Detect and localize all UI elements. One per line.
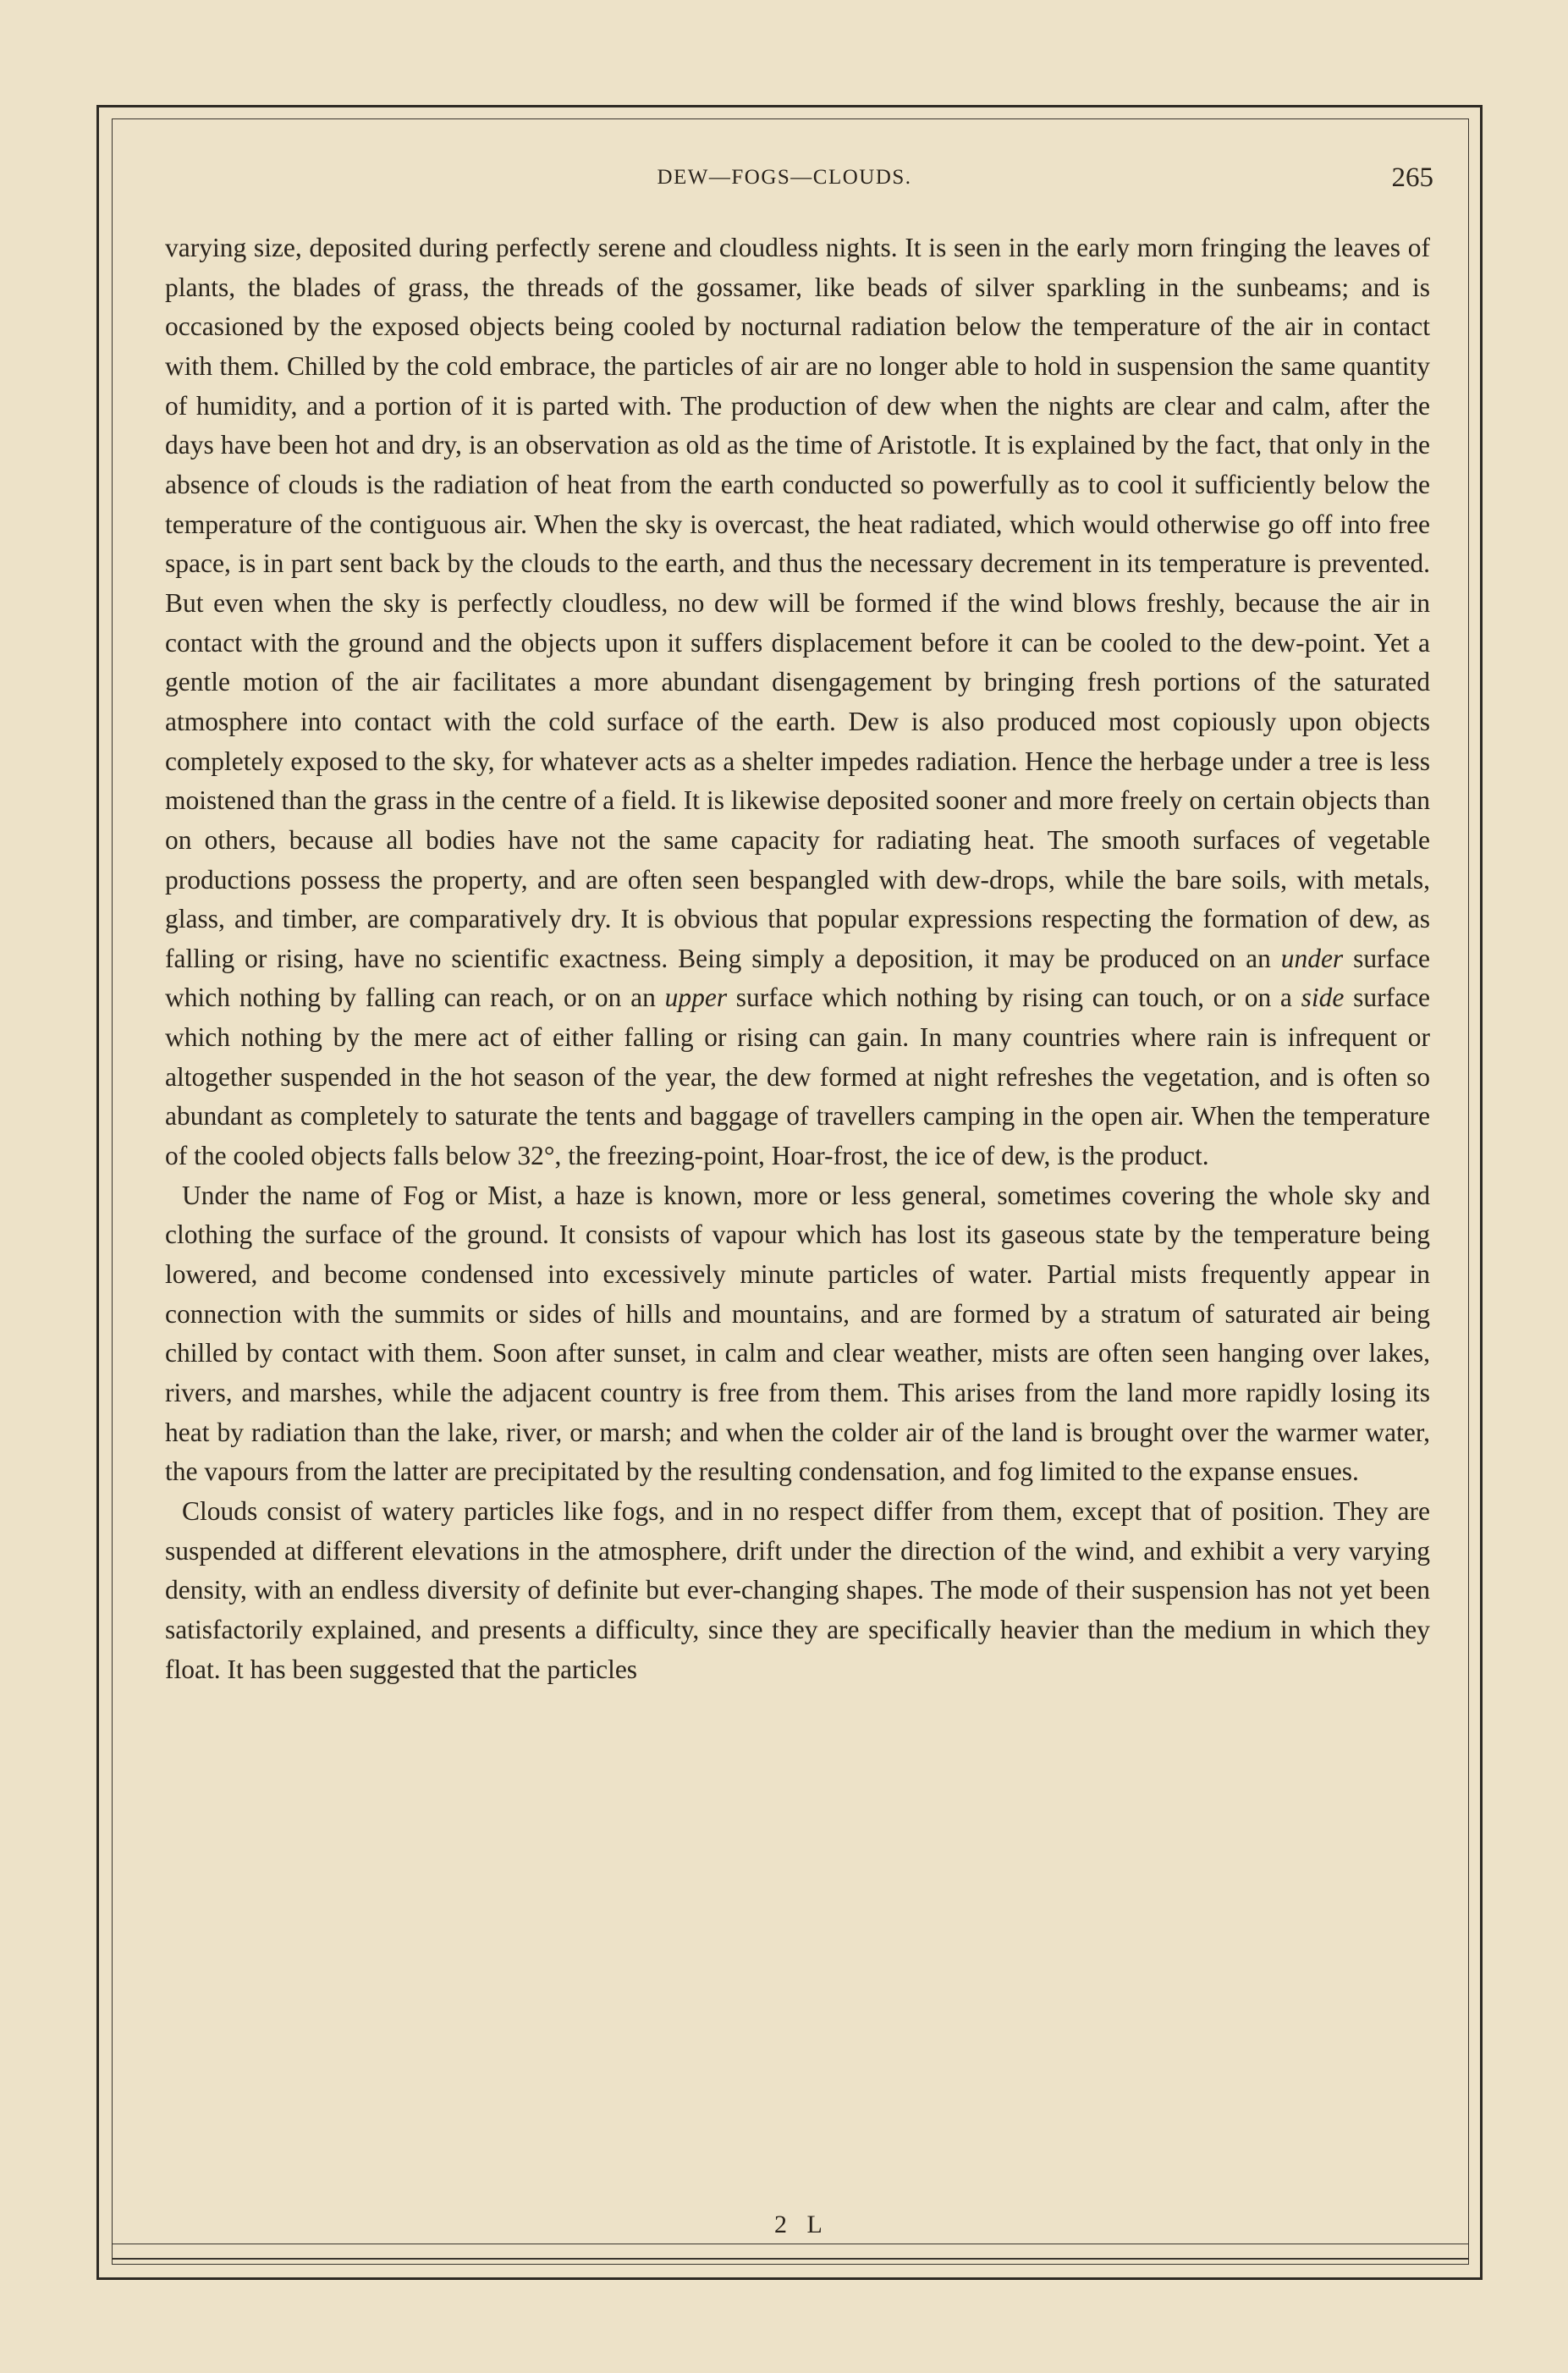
text-run: Clouds consist of watery particles like fogs, and in no respect differ from them, except that of position. They are suspended at different elevations in the atmosphere, drift under the direction of the wind, and exhibit a very varying density, with an endless diversity of definite but ever-changing shapes. The mode of their suspension has not yet been satisfactorily explained, and presents a difficulty, since they are specifically heavier than the medium in which they float. It has been suggested that the particles [165,1496,1430,1684]
italic-text: side [1301,983,1345,1013]
text-run: surface which nothing by the mere act of either falling or rising can gain. In many countries where rain is infrequent or altogether suspended in the hot season of the year, the dew formed at night refreshes the vegetation, and is often so abundant as completely to saturate the tents and baggage of travellers camping in the open air. When the temperature of the cooled objects falls below 32°, the freezing-point, Hoar-frost, the ice of dew, is the product. [165,983,1431,1171]
paragraph [165,228,1430,1176]
italic-text: upper [664,983,728,1013]
running-head: DEW—FOGS—CLOUDS. [657,166,912,189]
footer-rule-lower [112,2258,1469,2260]
paragraph [165,1492,1430,1689]
page-number: 265 [1391,162,1433,193]
body-text [165,228,1430,1689]
text-run: surface which nothing by rising can touch, or on a [727,983,1301,1013]
page-header [135,162,1433,196]
paragraph [165,1176,1430,1492]
italic-text: under [1280,943,1344,973]
text-run: Under the name of Fog or Mist, a haze is known, more or less general, sometimes covering the whole sky and clothing the surface of the ground. It consists of vapour which has lost its gaseous state by the temperature being lowered, and become condensed into excessively minute particles of water. Partial mists frequently appear in connection with the summits or sides of hills and mountains, and are formed by a stratum of saturated air being chilled by contact with them. Soon after sunset, in calm and clear weather, mists are often seen hanging over lakes, rivers, and marshes, while the adjacent country is free from them. This arises from the land more rapidly losing its heat by radiation than the lake, river, or marsh; and when the colder air of the land is brought over the warmer water, the vapours from the latter are precipitated by the resulting condensation, and fog limited to the expanse ensues. [165,1180,1430,1487]
text-run: surface which nothing by falling can reach, or on an [165,943,1430,1013]
text-run: varying size, deposited during perfectly serene and cloudless nights. It is seen in the early morn fringing the leaves of plants, the blades of grass, the threads of the gossamer, like beads of silver sparkling in the sunbeams; and is occasioned by the exposed objects being cooled by nocturnal radiation below the temperature of the air in contact with them. Chilled by the cold embrace, the particles of air are no longer able to hold in suspension the same quantity of humidity, and a portion of it is parted with. The production of dew when the nights are clear and calm, after the days have been hot and dry, is an observation as old as the time of Aristotle. It is explained by the fact, that only in the absence of clouds is the radiation of heat from the earth conducted so powerfully as to cool it sufficiently below the temperature of the contiguous air. When the sky is overcast, the heat radiated, which would otherwise go off into free space, is in part sent back by the clouds to the earth, and thus the necessary decrement in its temperature is prevented. But even when the sky is perfectly cloudless, no dew will be formed if the wind blows freshly, because the air in contact with the ground and the objects upon it suffers displacement before it can be cooled to the dew-point. Yet a gentle motion of the air facilitates a more abundant disengagement by bringing fresh portions of the saturated atmosphere into contact with the cold surface of the earth. Dew is also produced most copiously upon objects completely exposed to the sky, for whatever acts as a shelter impedes radiation. Hence the herbage under a tree is less moistened than the grass in the centre of a field. It is likewise deposited sooner and more freely on certain objects than on others, because all bodies have not the same capacity for radiating heat. The smooth surfaces of vegetable productions possess the property, and are often seen bespangled with dew-drops, while the bare soils, with metals, glass, and timber, are comparatively dry. It is obvious that popular expressions respecting the formation of dew, as falling or rising, have no scientific exactness. Being simply a deposition, it may be produced on an [165,233,1430,973]
signature-mark: 2 L [774,2211,829,2238]
